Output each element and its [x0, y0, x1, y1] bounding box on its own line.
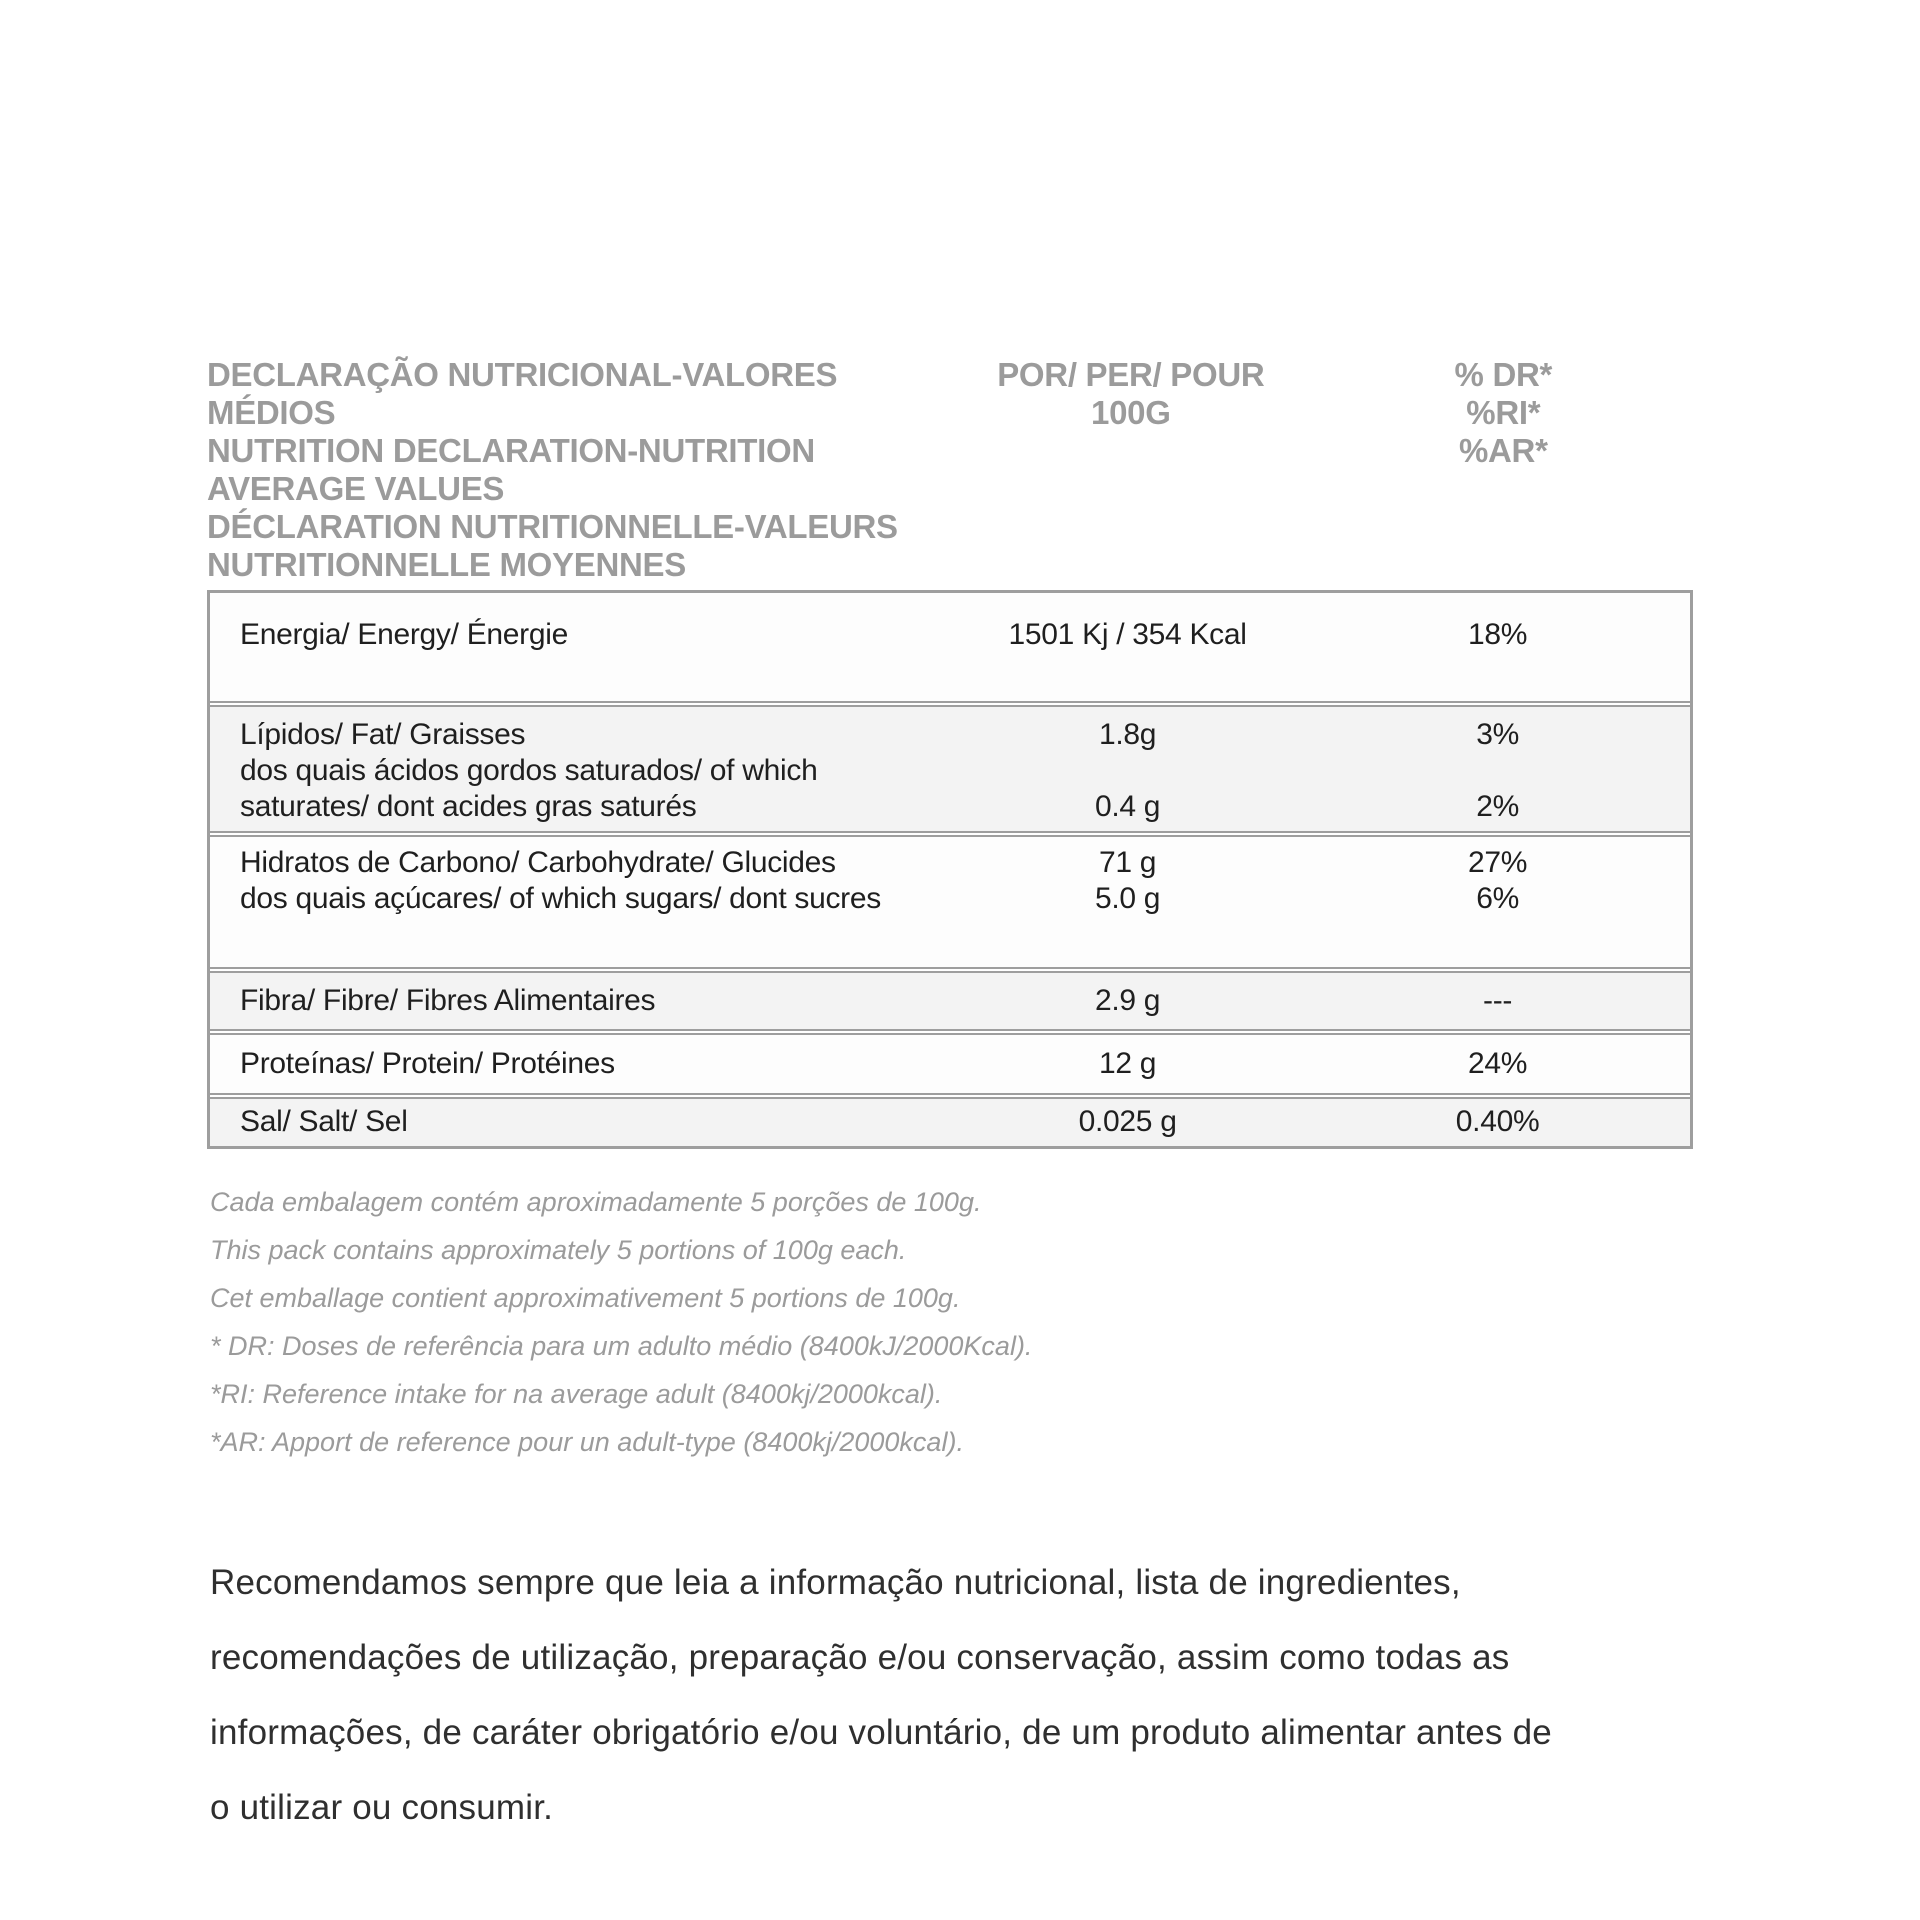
row-line: [210, 617, 1690, 653]
footnote-portions-en: This pack contains approximately 5 portions of 100g each.: [210, 1235, 907, 1265]
row-line: [210, 845, 1690, 881]
nutrient-label: Hidratos de Carbono/ Carbohydrate/ Glucides: [240, 846, 836, 879]
nutrient-value: 0.4 g: [1094, 790, 1161, 823]
nutrient-value: 2.9 g: [1094, 984, 1161, 1017]
nutrient-value: 5.0 g: [1094, 882, 1161, 915]
nutrient-label: Sal/ Salt/ Sel: [240, 1105, 408, 1138]
nutrient-percent: 6%: [1476, 882, 1519, 915]
per-line: 100G: [1091, 394, 1171, 431]
nutrient-percent: ---: [1483, 984, 1513, 1017]
row-line-sugars: [210, 881, 1690, 917]
table-row-fat: [210, 705, 1690, 833]
per-line: POR/ PER/ POUR: [997, 356, 1265, 393]
ri-line: %AR*: [1458, 432, 1548, 469]
nutrient-sublabel: dos quais açúcares/ of which sugars/ dont sucres: [240, 882, 881, 915]
nutrient-value: 1501 Kj / 354 Kcal: [1008, 618, 1247, 651]
nutrition-title: [207, 356, 952, 584]
title-line: AVERAGE VALUES: [207, 470, 505, 507]
title-line: DÉCLARATION NUTRITIONNELLE-VALEURS: [207, 508, 898, 545]
title-line: DECLARAÇÃO NUTRICIONAL-VALORES: [207, 356, 838, 393]
per-100g-column-header: [952, 356, 1310, 584]
title-line: NUTRITION DECLARATION-NUTRITION: [207, 432, 815, 469]
nutrient-sublabel: dos quais ácidos gordos saturados/ of which saturates/ dont acides gras saturés: [240, 754, 818, 823]
nutrient-label: Proteínas/ Protein/ Protéines: [240, 1047, 615, 1080]
nutrient-label: Lípidos/ Fat/ Graisses: [240, 718, 526, 751]
nutrient-percent: 0.40%: [1455, 1105, 1540, 1138]
nutrient-percent: 3%: [1476, 718, 1519, 751]
nutrition-header: [207, 356, 1697, 584]
nutrient-value: 0.025 g: [1078, 1105, 1177, 1138]
nutrition-table: [207, 590, 1693, 1149]
footnote-ri: *RI: Reference intake for na average adult (8400kj/2000kcal).: [210, 1379, 943, 1409]
nutrient-percent: 27%: [1468, 846, 1528, 879]
footnotes: [210, 1178, 1410, 1466]
table-row-energy: [210, 593, 1690, 703]
nutrient-percent: 24%: [1468, 1047, 1528, 1080]
table-row-protein: [210, 1033, 1690, 1095]
table-row-salt: [210, 1097, 1690, 1146]
reference-intake-column-header: [1310, 356, 1697, 584]
row-line: [210, 983, 1690, 1019]
table-row-fibre: [210, 971, 1690, 1031]
nutrient-value: 12 g: [1098, 1047, 1157, 1080]
ri-line: % DR*: [1454, 356, 1553, 393]
nutrient-percent: 2%: [1476, 790, 1519, 823]
footnote-portions-fr: Cet emballage contient approximativement 5 portions de 100g.: [210, 1283, 961, 1313]
title-line: NUTRITIONNELLE MOYENNES: [207, 546, 686, 583]
recommendation-paragraph: Recomendamos sempre que leia a informação nutricional, lista de ingredientes, recomendações de utilização, preparação e/ou conservação, assim como todas as informações, de caráter obrigatório e/ou voluntário, de um produto alimentar antes de o utilizar ou consumir.: [210, 1563, 1552, 1827]
row-line-saturates: [210, 753, 1690, 825]
row-line: [210, 717, 1690, 753]
footnote-dr: * DR: Doses de referência para um adulto médio (8400kJ/2000Kcal).: [210, 1331, 1033, 1361]
row-line: [210, 1104, 1690, 1140]
nutrient-label: Energia/ Energy/ Énergie: [240, 618, 569, 651]
nutrient-value: 1.8g: [1098, 718, 1157, 751]
nutrient-value: 71 g: [1098, 846, 1157, 879]
nutrient-label: Fibra/ Fibre/ Fibres Alimentaires: [240, 984, 656, 1017]
table-row-carbohydrate: [210, 835, 1690, 969]
title-line: MÉDIOS: [207, 394, 336, 431]
footnote-portions-pt: Cada embalagem contém aproximadamente 5 porções de 100g.: [210, 1187, 982, 1217]
row-line: [210, 1046, 1690, 1082]
nutrient-percent: 18%: [1468, 618, 1528, 651]
footnote-ar: *AR: Apport de reference pour un adult-type (8400kj/2000kcal).: [210, 1427, 964, 1457]
ri-line: %RI*: [1466, 394, 1541, 431]
